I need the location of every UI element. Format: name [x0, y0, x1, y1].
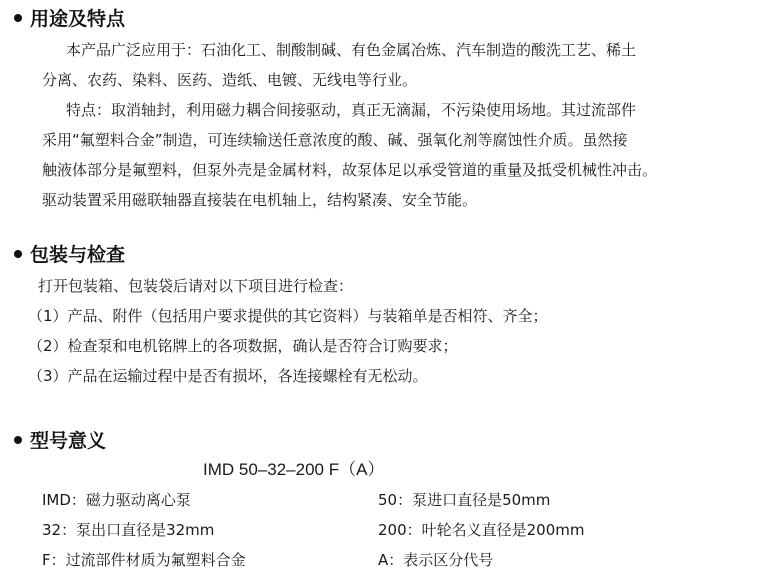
model-definition-a: A：表示区分代号	[378, 551, 494, 569]
packing-heading-text: 包装与检查	[30, 244, 126, 266]
packing-item-2: （2）检查泵和电机铭牌上的各项数据，确认是否符合订购要求；	[28, 337, 458, 355]
model-definition-f: F：过流部件材质为氟塑料合金	[42, 551, 246, 569]
bullet-icon	[14, 436, 22, 444]
bullet-icon	[14, 250, 22, 258]
usage-paragraph-2-line-4: 驱动装置采用磁联轴器直接装在电机轴上，结构紧凑、安全节能。	[42, 191, 478, 209]
model-heading	[14, 430, 106, 452]
model-definition-imd: IMD：磁力驱动离心泵	[42, 491, 191, 509]
model-definition-50: 50：泵进口直径是50mm	[378, 491, 551, 509]
usage-paragraph-2-line-1: 特点：取消轴封，利用磁力耦合间接驱动，真正无滴漏，不污染使用场地。其过流部件	[66, 101, 637, 119]
usage-paragraph-1-line-1: 本产品广泛应用于：石油化工、制酸制碱、有色金属冶炼、汽车制造的酸洗工艺、稀土	[66, 41, 637, 59]
bullet-icon	[14, 14, 22, 22]
usage-heading-text: 用途及特点	[30, 8, 126, 30]
usage-paragraph-1-line-2: 分离、农药、染料、医药、造纸、电镀、无线电等行业。	[42, 71, 418, 89]
model-definition-200: 200：叶轮名义直径是200mm	[378, 521, 585, 539]
model-definition-32: 32：泵出口直径是32mm	[42, 521, 215, 539]
packing-heading	[14, 244, 125, 266]
packing-intro: 打开包装箱、包装袋后请对以下项目进行检查：	[38, 277, 354, 295]
model-code: IMD 50–32–200 F（A）	[203, 460, 385, 479]
usage-paragraph-2-line-2: 采用“氟塑料合金”制造，可连续输送任意浓度的酸、碱、强氧化剂等腐蚀性介质。虽然接	[42, 131, 628, 149]
usage-paragraph-2-line-3: 触液体部分是氟塑料，但泵外壳是金属材料，故泵体足以承受管道的重量及抵受机械性冲击。	[42, 161, 658, 179]
packing-item-3: （3）产品在运输过程中是否有损坏，各连接螺栓有无松动。	[28, 367, 428, 385]
packing-item-1: （1）产品、附件（包括用户要求提供的其它资料）与装箱单是否相符、齐全；	[28, 307, 548, 325]
usage-heading	[14, 8, 125, 30]
model-heading-text: 型号意义	[30, 430, 107, 452]
